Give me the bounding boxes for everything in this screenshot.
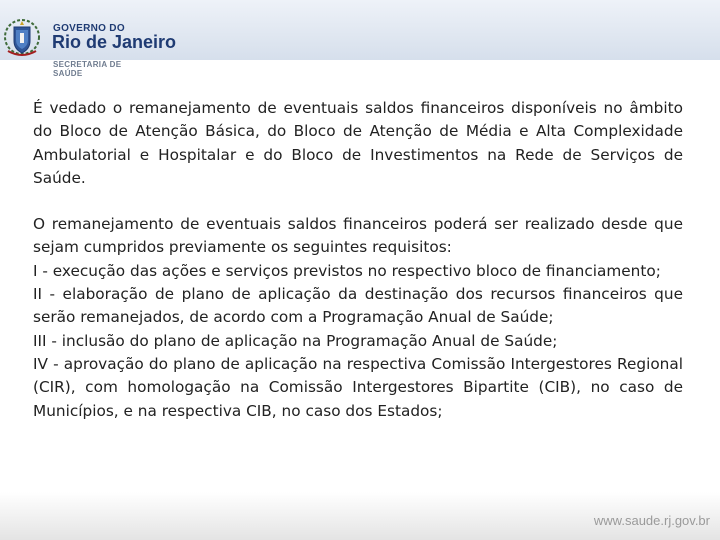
footer-band (0, 492, 720, 540)
government-logo (3, 17, 203, 79)
state-name: Rio de Janeiro (52, 32, 177, 52)
document-body (33, 97, 683, 423)
requirements-intro: O remanejamento de eventuais saldos financeiros poderá ser realizado desde que sejam cumpridos previamente os seguintes requisitos: (33, 215, 683, 257)
department-label-line1: SECRETARIA DE (53, 60, 122, 69)
paragraph-requisitos (33, 213, 683, 423)
requirement-item: III - inclusão do plano de aplicação na Programação Anual de Saúde; (33, 331, 558, 350)
coat-of-arms-icon (3, 17, 41, 59)
requirement-item: I - execução das ações e serviços previstos no respectivo bloco de financiamento; (33, 261, 661, 280)
department-label (53, 60, 121, 78)
government-label: GOVERNO DO (53, 23, 125, 34)
requirement-item: II - elaboração de plano de aplicação da destinação dos recursos financeiros que serão remanejados, de acordo com a Programação Anual de Saúde; (33, 285, 683, 327)
paragraph-vedacao: É vedado o remanejamento de eventuais saldos financeiros disponíveis no âmbito do Bloco de Atenção Básica, do Bloco de Atenção de Média e Alta Complexidade Ambulatorial e Hospitalar e do Bloco de Investimentos na Rede de Serviços de Saúde. (33, 99, 683, 187)
requirement-item: IV - aprovação do plano de aplicação na respectiva Comissão Intergestores Regional (CIR), com homologação na Comissão Intergestores Bipartite (CIB), no caso de Municípios, e na respectiva CIB, no caso dos Estados; (33, 354, 683, 420)
department-label-line2: SAÚDE (53, 69, 83, 78)
footer-url[interactable]: www.saude.rj.gov.br (593, 513, 710, 528)
